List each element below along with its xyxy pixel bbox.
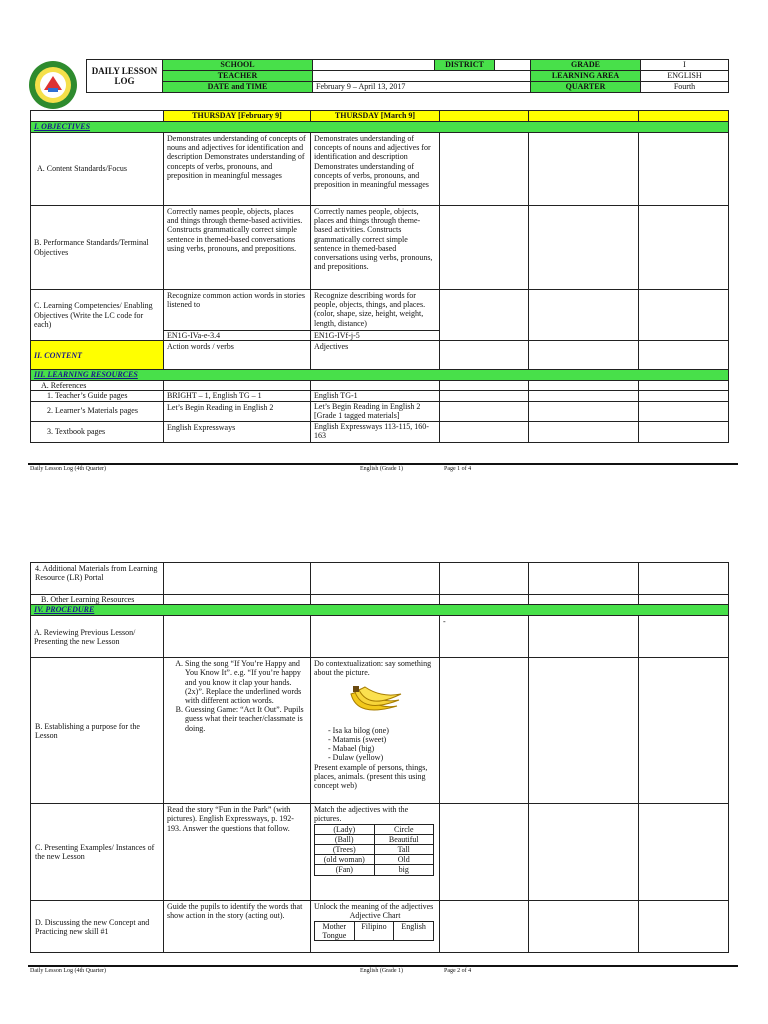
- section-content-label: II. CONTENT: [34, 350, 83, 360]
- learners-materials-day2[interactable]: Let’s Begin Reading in English 2 [Grade 1 tagged materials]: [311, 401, 440, 421]
- textbook-day1[interactable]: English Expressways: [164, 421, 311, 442]
- matching-adjective: Beautiful: [374, 834, 434, 844]
- footer-left-page1: Daily Lesson Log (4th Quarter): [30, 466, 106, 472]
- table-row: [315, 855, 434, 865]
- banana-icon: [314, 684, 436, 722]
- performance-standards-day5[interactable]: [639, 206, 729, 290]
- date-label: DATE and TIME: [163, 82, 313, 93]
- teachers-guide-day3[interactable]: [440, 391, 529, 401]
- content-day4[interactable]: [529, 341, 639, 370]
- reviewing-lesson-day2[interactable]: [311, 616, 440, 658]
- textbook-label: 3. Textbook pages: [31, 421, 164, 442]
- matching-picture: (old woman): [315, 855, 375, 865]
- column-header-day4: [529, 111, 639, 122]
- school-field[interactable]: [313, 60, 435, 71]
- footer-page-number-1: Page 1 of 4: [444, 466, 472, 472]
- references-day1[interactable]: [164, 381, 311, 391]
- learners-materials-day3[interactable]: [440, 401, 529, 421]
- adjective-chart-table: [314, 921, 434, 941]
- document-title: DAILY LESSON LOG: [87, 60, 163, 93]
- performance-standards-day2[interactable]: Correctly names people, objects, places and things through theme-based activities. Constructs grammatically correct simple sentence in themed-based conversations using verbs, pronouns, and prepositions.: [311, 206, 440, 290]
- teachers-guide-day4[interactable]: [529, 391, 639, 401]
- table-row: [315, 921, 434, 940]
- reviewing-lesson-day4[interactable]: [529, 616, 639, 658]
- column-header-day3: [440, 111, 529, 122]
- reviewing-lesson-day3[interactable]: -: [440, 616, 529, 658]
- discussing-concept-day3[interactable]: [440, 901, 529, 953]
- lesson-table-page1: [30, 110, 729, 443]
- column-header-day2: THURSDAY [March 9]: [311, 111, 440, 122]
- textbook-day3[interactable]: [440, 421, 529, 442]
- learners-materials-day5[interactable]: [639, 401, 729, 421]
- establishing-purpose-day1[interactable]: [164, 658, 311, 804]
- matching-picture: (Trees): [315, 844, 375, 854]
- blank-header-cell: [31, 111, 164, 122]
- other-resources-day4[interactable]: [529, 595, 639, 605]
- grade-label: GRADE: [531, 60, 641, 71]
- textbook-day5[interactable]: [639, 421, 729, 442]
- other-resources-day2[interactable]: [311, 595, 440, 605]
- footer-center-page2: English (Grade 1): [360, 968, 403, 974]
- discussing-concept-day2[interactable]: [311, 901, 440, 953]
- matching-instruction: Match the adjectives with the pictures.: [314, 805, 409, 824]
- table-row: [315, 865, 434, 875]
- learners-materials-label: 2. Learner’s Materials pages: [31, 401, 164, 421]
- learning-competencies-label: C. Learning Competencies/ Enabling Objectives (Write the LC code for each): [31, 290, 164, 341]
- section-procedure: [31, 605, 729, 616]
- district-field[interactable]: [495, 60, 531, 71]
- footer-left-page2: Daily Lesson Log (4th Quarter): [30, 968, 106, 974]
- additional-materials-day2[interactable]: [311, 563, 440, 595]
- other-resources-day5[interactable]: [639, 595, 729, 605]
- presenting-examples-day2[interactable]: [311, 804, 440, 901]
- presenting-examples-day3[interactable]: [440, 804, 529, 901]
- references-day4[interactable]: [529, 381, 639, 391]
- section-learning-resources-label: III. LEARNING RESOURCES: [34, 370, 138, 380]
- content-standards-day4[interactable]: [529, 133, 639, 206]
- table-row: [315, 844, 434, 854]
- quarter-label: QUARTER: [531, 82, 641, 93]
- learning-area-value[interactable]: ENGLISH: [641, 71, 729, 82]
- footer-rule-page2: [28, 965, 738, 967]
- performance-standards-label: B. Performance Standards/Terminal Objectives: [31, 206, 164, 290]
- other-resources-label: B. Other Learning Resources: [31, 595, 164, 605]
- references-label: A. References: [31, 381, 164, 391]
- presenting-examples-day1[interactable]: Read the story “Fun in the Park” (with pictures). English Expressways, p. 192-193. Answer the questions that follow.: [164, 804, 311, 901]
- establishing-purpose-day3[interactable]: [440, 658, 529, 804]
- discussing-concept-day5[interactable]: [639, 901, 729, 953]
- content-day3[interactable]: [440, 341, 529, 370]
- learners-materials-day1[interactable]: Let’s Begin Reading in English 2: [164, 401, 311, 421]
- teachers-guide-label: 1. Teacher’s Guide pages: [31, 391, 164, 401]
- unlock-meaning-text: Unlock the meaning of the adjectives: [314, 902, 434, 912]
- footer-page-number-2: Page 2 of 4: [444, 968, 472, 974]
- matching-picture: (Lady): [315, 824, 375, 834]
- teacher-field[interactable]: [313, 71, 531, 82]
- matching-adjective: Old: [374, 855, 434, 865]
- column-header-day5: [639, 111, 729, 122]
- matching-adjective: Circle: [374, 824, 434, 834]
- performance-standards-day3[interactable]: [440, 206, 529, 290]
- column-header-day1: THURSDAY [February 9]: [164, 111, 311, 122]
- content-day2[interactable]: Adjectives: [311, 341, 440, 370]
- content-standards-day3[interactable]: [440, 133, 529, 206]
- content-standards-day5[interactable]: [639, 133, 729, 206]
- school-label: SCHOOL: [163, 60, 313, 71]
- establishing-purpose-day2[interactable]: [311, 658, 440, 804]
- table-row: [315, 824, 434, 834]
- contextualization-outro: Present example of persons, things, places, animals. (present this using concept web): [314, 762, 428, 790]
- references-day3[interactable]: [440, 381, 529, 391]
- discussing-concept-label: D. Discussing the new Concept and Practicing new skill #1: [31, 901, 164, 953]
- presenting-examples-label: C. Presenting Examples/ Instances of the new Lesson: [31, 804, 164, 901]
- textbook-day2[interactable]: English Expressways 113-115, 160-163: [311, 421, 440, 442]
- matching-table: [314, 824, 434, 876]
- establishing-purpose-day4[interactable]: [529, 658, 639, 804]
- additional-materials-day4[interactable]: [529, 563, 639, 595]
- establishing-purpose-day5[interactable]: [639, 658, 729, 804]
- reviewing-lesson-label: A. Reviewing Previous Lesson/ Presenting the new Lesson: [31, 616, 164, 658]
- learners-materials-day4[interactable]: [529, 401, 639, 421]
- adjective-chart-title: Adjective Chart: [349, 911, 401, 921]
- section-objectives-label: I. OBJECTIVES: [34, 122, 91, 131]
- references-day5[interactable]: [639, 381, 729, 391]
- contextualization-intro: Do contextualization: say something about the picture.: [314, 659, 432, 678]
- content-standards-day1[interactable]: Demonstrates understanding of concepts of nouns and adjectives for identification and description Demonstrates understanding of concepts of verbs, pronouns, and preposition in meaningful messages: [164, 133, 311, 206]
- additional-materials-day5[interactable]: [639, 563, 729, 595]
- deped-seal-icon: [28, 60, 78, 110]
- content-standards-label: A. Content Standards/Focus: [31, 133, 164, 206]
- teachers-guide-day1[interactable]: BRIGHT – 1, English TG – 1: [164, 391, 311, 401]
- teacher-label: TEACHER: [163, 71, 313, 82]
- quarter-value[interactable]: Fourth: [641, 82, 729, 93]
- district-label: DISTRICT: [435, 60, 495, 71]
- additional-materials-label: 4. Additional Materials from Learning Resource (LR) Portal: [31, 563, 164, 595]
- additional-materials-day3[interactable]: [440, 563, 529, 595]
- grade-value[interactable]: I: [641, 60, 729, 71]
- date-value[interactable]: February 9 – April 13, 2017: [313, 82, 531, 93]
- matching-picture: (Ball): [315, 834, 375, 844]
- description-item: - Dulaw (yellow): [328, 753, 436, 762]
- content-day5[interactable]: [639, 341, 729, 370]
- chart-column-header: English: [394, 921, 434, 940]
- presenting-examples-day4[interactable]: [529, 804, 639, 901]
- presenting-examples-day5[interactable]: [639, 804, 729, 901]
- matching-adjective: big: [374, 865, 434, 875]
- teachers-guide-day2[interactable]: English TG-1: [311, 391, 440, 401]
- matching-picture: (Fan): [315, 865, 375, 875]
- learning-competencies-day1[interactable]: Recognize common action words in stories listened to: [164, 290, 311, 331]
- references-day2[interactable]: [311, 381, 440, 391]
- banana-description-list: [314, 726, 436, 763]
- discussing-concept-day4[interactable]: [529, 901, 639, 953]
- chart-column-header: Mother Tongue: [315, 921, 355, 940]
- teachers-guide-day5[interactable]: [639, 391, 729, 401]
- other-resources-day1[interactable]: [164, 595, 311, 605]
- section-content: [31, 341, 164, 370]
- discussing-concept-day1[interactable]: Guide the pupils to identify the words that show action in the story (acting out).: [164, 901, 311, 953]
- other-resources-day3[interactable]: [440, 595, 529, 605]
- learning-area-label: LEARNING AREA: [531, 71, 641, 82]
- description-item: - Matamis (sweet): [328, 735, 436, 744]
- reviewing-lesson-day1[interactable]: [164, 616, 311, 658]
- purpose-activity-b: B. Guessing Game: “Act It Out”. Pupils guess what their teacher/classmate is doing.: [185, 705, 307, 733]
- content-day1[interactable]: Action words / verbs: [164, 341, 311, 370]
- learning-competencies-day5[interactable]: [639, 290, 729, 341]
- section-objectives: [31, 122, 729, 133]
- learning-competencies-day2[interactable]: Recognize describing words for people, objects, things, and places. (color, shape, size, height, weight, length, distance): [311, 290, 440, 331]
- header-table: [86, 59, 729, 93]
- purpose-activity-a: A. Sing the song “If You’re Happy and You Know It”. e.g. “If you’re happy and you know it clap your hands. (2x)”. Replace the underlined words with different action words.: [185, 659, 307, 705]
- description-item: - Mabael (big): [328, 744, 436, 753]
- footer-center-page1: English (Grade 1): [360, 466, 403, 472]
- lc-code-day1[interactable]: EN1G-IVa-e-3.4: [164, 331, 311, 341]
- learning-competencies-day3[interactable]: [440, 290, 529, 341]
- content-standards-day2[interactable]: Demonstrates understanding of concepts of nouns and adjectives for identification and description Demonstrates understanding of concepts of verbs, pronouns, and preposition in meaningful messages: [311, 133, 440, 206]
- lc-code-day2[interactable]: EN1G-IVf-j-5: [311, 331, 440, 341]
- performance-standards-day1[interactable]: Correctly names people, objects, places and things through theme-based activities. Constructs grammatically correct simple sentence in themed-based conversations using verbs, pronouns, and prepositions.: [164, 206, 311, 290]
- reviewing-lesson-day5[interactable]: [639, 616, 729, 658]
- description-item: - Isa ka bilog (one): [328, 726, 436, 735]
- table-row: [315, 834, 434, 844]
- additional-materials-day1[interactable]: [164, 563, 311, 595]
- matching-adjective: Tall: [374, 844, 434, 854]
- lesson-table-page2: [30, 562, 729, 953]
- section-procedure-label: IV. PROCEDURE: [34, 605, 95, 615]
- chart-column-header: Filipino: [354, 921, 394, 940]
- section-learning-resources: [31, 370, 729, 381]
- textbook-day4[interactable]: [529, 421, 639, 442]
- learning-competencies-day4[interactable]: [529, 290, 639, 341]
- establishing-purpose-label: B. Establishing a purpose for the Lesson: [31, 658, 164, 804]
- performance-standards-day4[interactable]: [529, 206, 639, 290]
- footer-rule-page1: [28, 463, 738, 465]
- purpose-activity-list: [167, 659, 307, 733]
